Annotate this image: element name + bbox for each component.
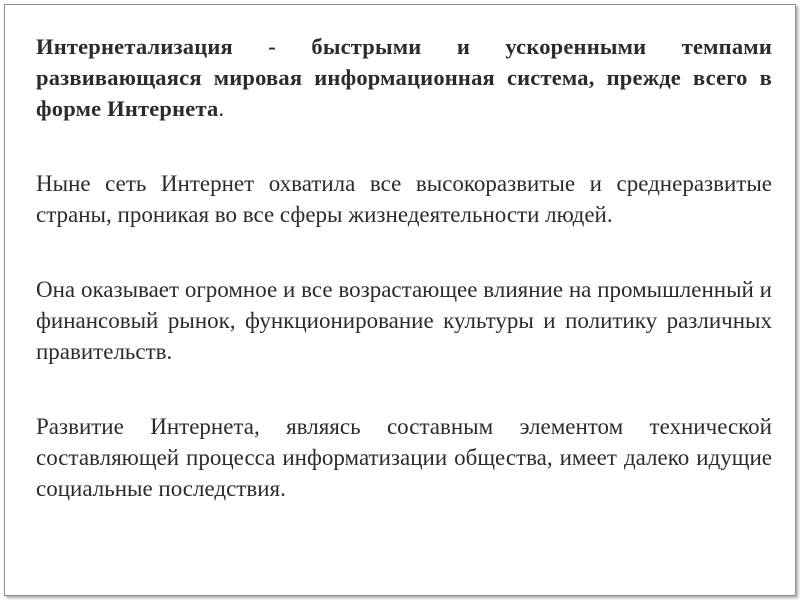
slide-frame [4, 4, 796, 596]
paragraph-consequences: Развитие Интернета, являясь составным элементом технической составляющей процесса информатизации общества, имеет далеко идущие социальные последствия. [36, 414, 772, 501]
paragraph-influence: Она оказывает огромное и все возрастающее влияние на промышленный и финансовый рынок, функционирование культуры и политику различных правительств. [36, 277, 772, 364]
paragraph-definition [36, 31, 772, 124]
slide-content [36, 31, 772, 504]
paragraph-coverage: Ныне сеть Интернет охватила все высокоразвитые и среднеразвитые страны, проникая во все сферы жизнедеятельности людей. [36, 171, 772, 227]
definition-text: Интернетализация - быстрыми и ускоренными темпами развивающаяся мировая информационная система, прежде всего в форме Интернета [36, 34, 772, 121]
definition-period: . [218, 96, 225, 121]
